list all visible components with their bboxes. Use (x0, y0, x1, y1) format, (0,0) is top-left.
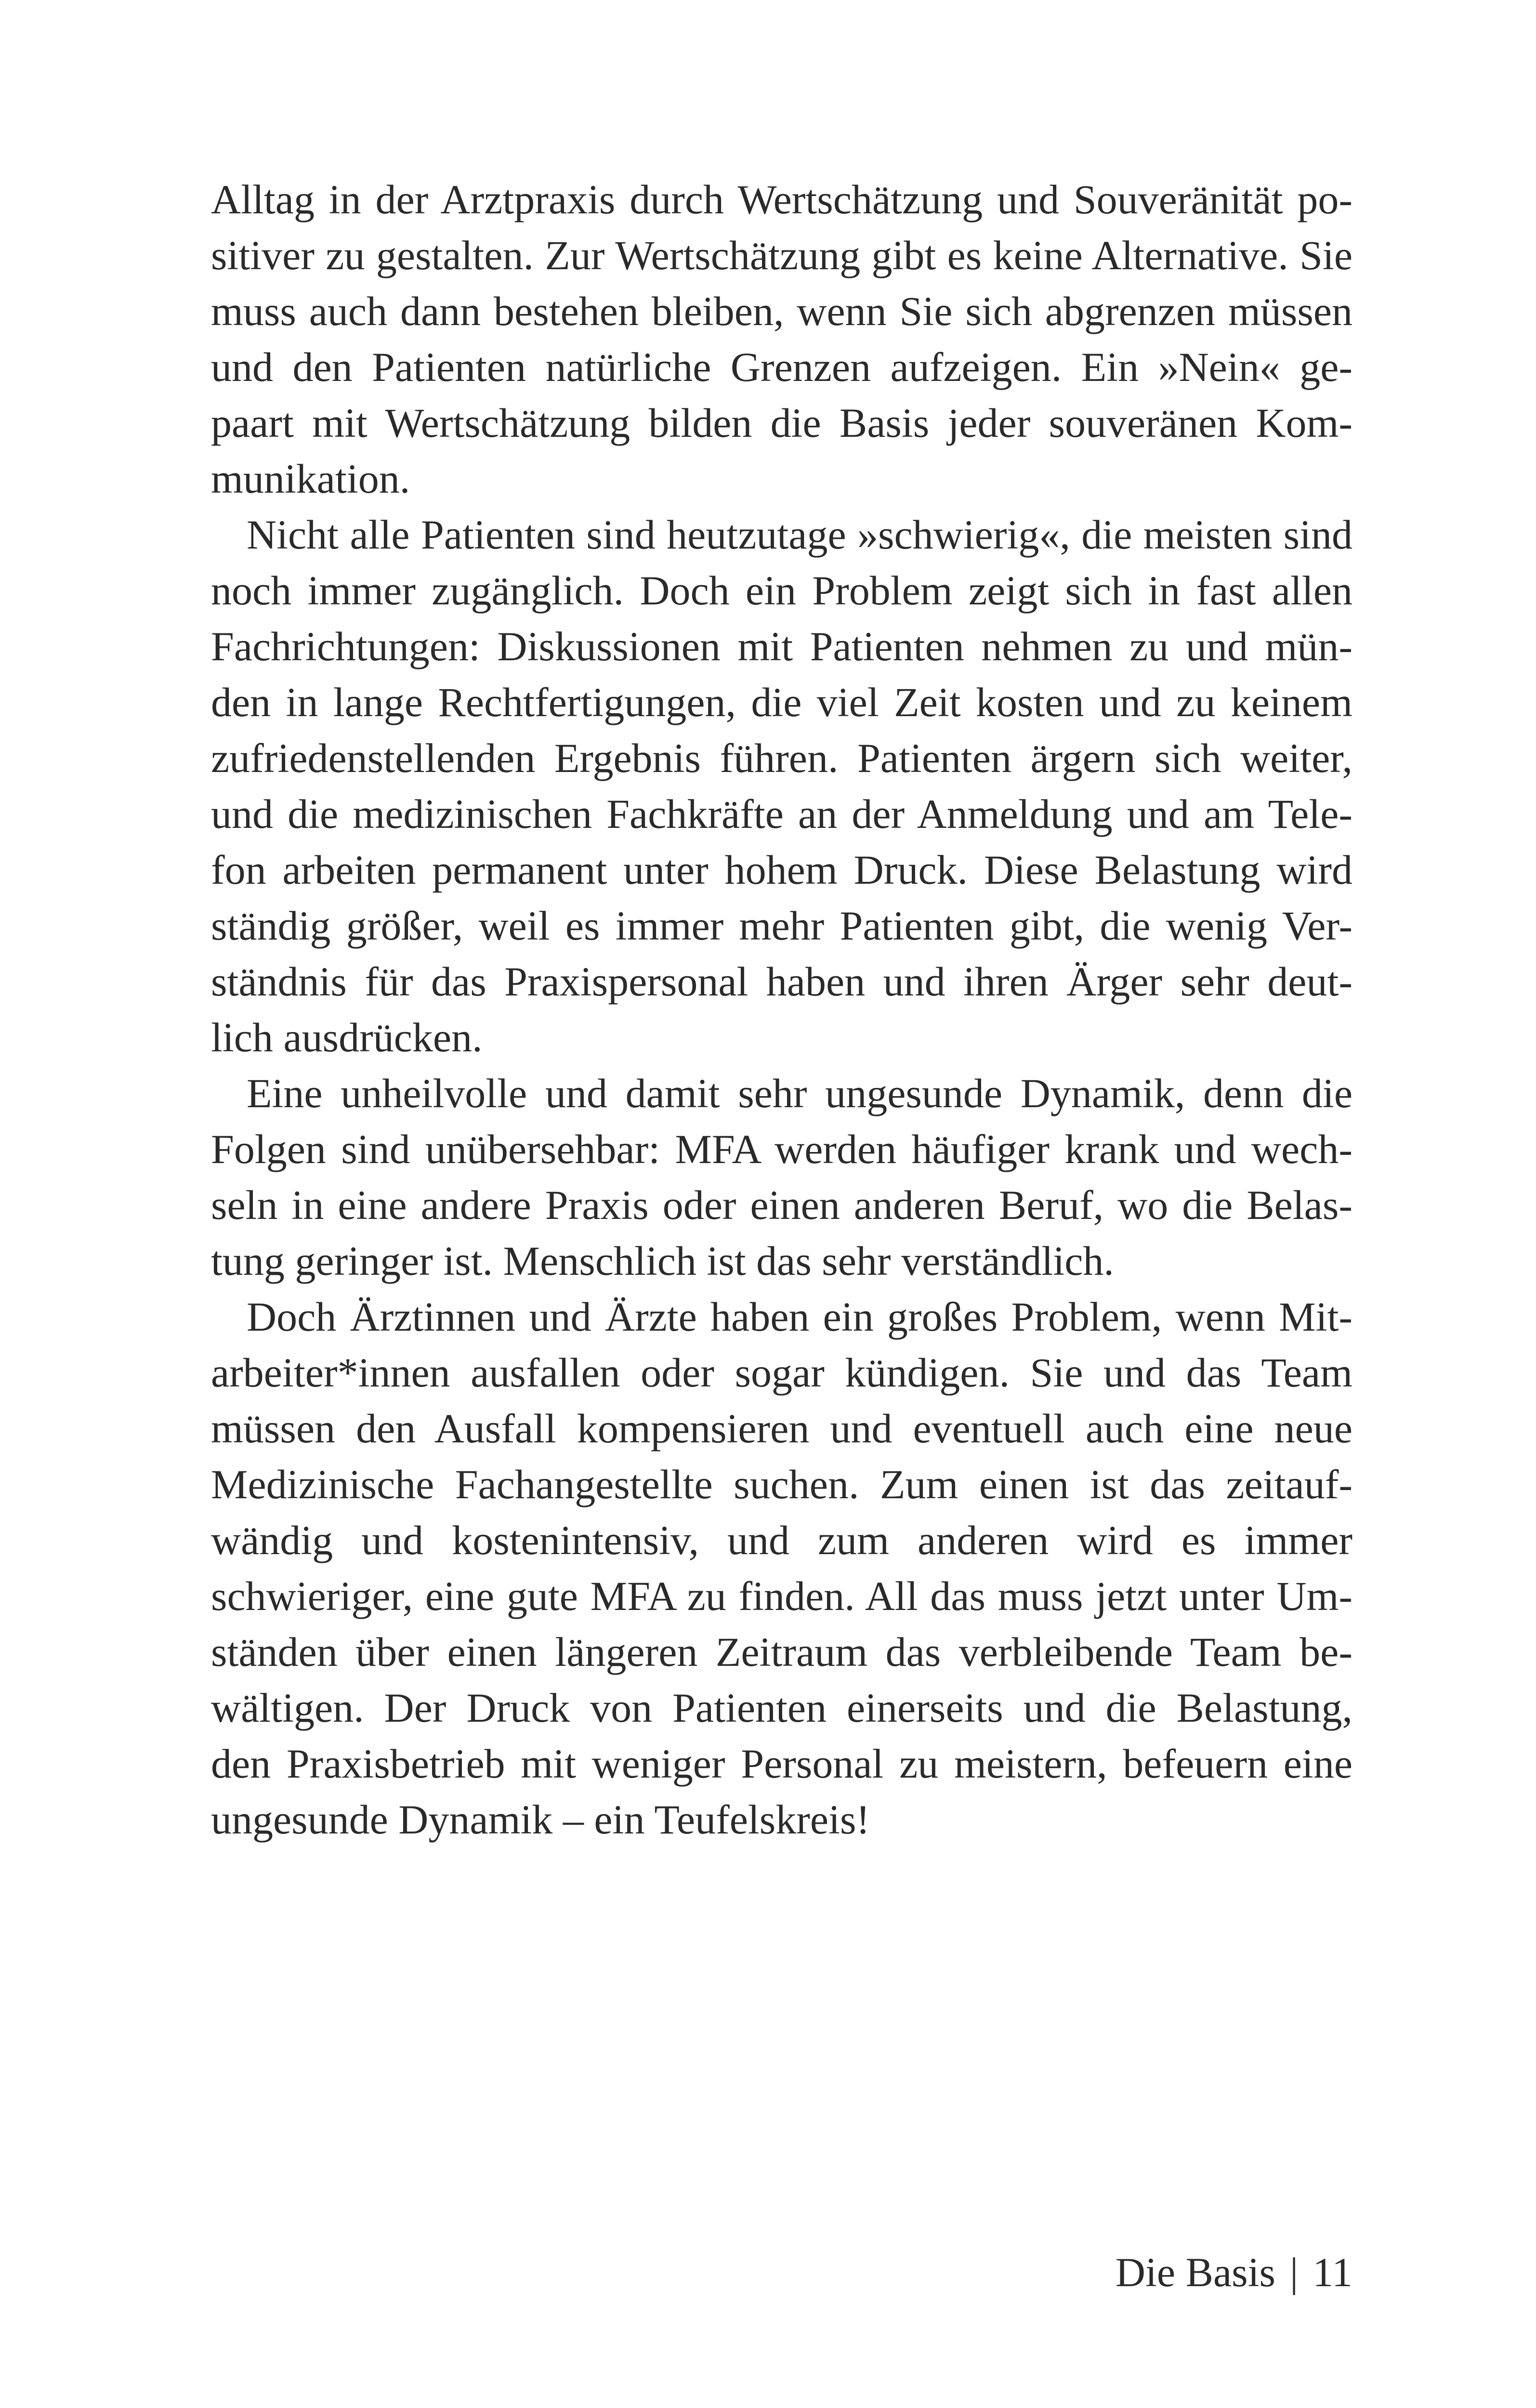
text-line: paart mit Wertschätzung bilden die Basis jeder souveränen Kom- (211, 400, 1352, 446)
text-line: zufriedenstellenden Ergebnis führen. Patienten ärgern sich weiter, (211, 735, 1352, 781)
text-line: Doch Ärztinnen und Ärzte haben ein großes Problem, wenn Mit- (247, 1294, 1352, 1340)
text-line: seln in eine andere Praxis oder einen anderen Beruf, wo die Belas- (211, 1182, 1352, 1228)
running-head: Die Basis (1115, 2249, 1275, 2295)
text-line: und die medizinischen Fachkräfte an der Anmeldung und am Tele- (211, 791, 1352, 837)
text-line: Folgen sind unübersehbar: MFA werden häufiger krank und wech- (211, 1126, 1352, 1172)
text-line: lich ausdrücken. (211, 1014, 483, 1060)
paragraph-3 (211, 1065, 1352, 1289)
paragraph-4 (211, 1289, 1352, 1847)
text-line: ständnis für das Praxispersonal haben und ihren Ärger sehr deut- (211, 958, 1352, 1005)
text-line: munikation. (211, 456, 410, 502)
text-line: sitiver zu gestalten. Zur Wertschätzung gibt es keine Alternative. Sie (211, 232, 1352, 278)
text-line: den Praxisbetrieb mit weniger Personal zu meistern, befeuern eine (211, 1741, 1352, 1787)
page-footer (1116, 2244, 1352, 2300)
text-line: Alltag in der Arztpraxis durch Wertschätzung und Souveränität po- (211, 176, 1352, 222)
text-line: noch immer zugänglich. Doch ein Problem zeigt sich in fast allen (211, 567, 1352, 614)
text-line: Medizinische Fachangestellte suchen. Zum einen ist das zeitauf- (211, 1461, 1352, 1507)
text-line: ständen über einen längeren Zeitraum das verbleibende Team be- (211, 1629, 1352, 1675)
paragraph-1 (211, 171, 1352, 507)
text-line: den in lange Rechtfertigungen, die viel Zeit kosten und zu keinem (211, 679, 1352, 725)
text-line: tung geringer ist. Menschlich ist das sehr verständlich. (211, 1238, 1114, 1284)
text-line: schwieriger, eine gute MFA zu finden. All das muss jetzt unter Um- (211, 1573, 1352, 1619)
text-line: wändig und kostenintensiv, und zum anderen wird es immer (211, 1517, 1352, 1563)
text-line: Fachrichtungen: Diskussionen mit Patienten nehmen zu und mün- (211, 623, 1352, 669)
page-number: 11 (1313, 2249, 1352, 2295)
text-line: und den Patienten natürliche Grenzen aufzeigen. Ein »Nein« ge- (211, 344, 1352, 390)
text-line: müssen den Ausfall kompensieren und eventuell auch eine neue (211, 1405, 1352, 1452)
text-line: Eine unheilvolle und damit sehr ungesunde Dynamik, denn die (247, 1070, 1352, 1116)
text-line: arbeiter*innen ausfallen oder sogar kündigen. Sie und das Team (211, 1349, 1352, 1396)
text-line: ständig größer, weil es immer mehr Patienten gibt, die wenig Ver- (211, 903, 1352, 949)
text-line: ungesunde Dynamik – ein Teufelskreis! (211, 1796, 870, 1843)
text-line: fon arbeiten permanent unter hohem Druck. Diese Belastung wird (211, 847, 1352, 893)
text-line: muss auch dann bestehen bleiben, wenn Sie sich abgrenzen müssen (211, 288, 1352, 334)
text-line: wältigen. Der Druck von Patienten einerseits und die Belastung, (211, 1685, 1352, 1731)
footer-separator: | (1289, 2249, 1299, 2295)
text-line: Nicht alle Patienten sind heutzutage »schwierig«, die meisten sind (247, 511, 1352, 558)
paragraph-2 (211, 507, 1352, 1065)
body-text (211, 171, 1352, 1847)
